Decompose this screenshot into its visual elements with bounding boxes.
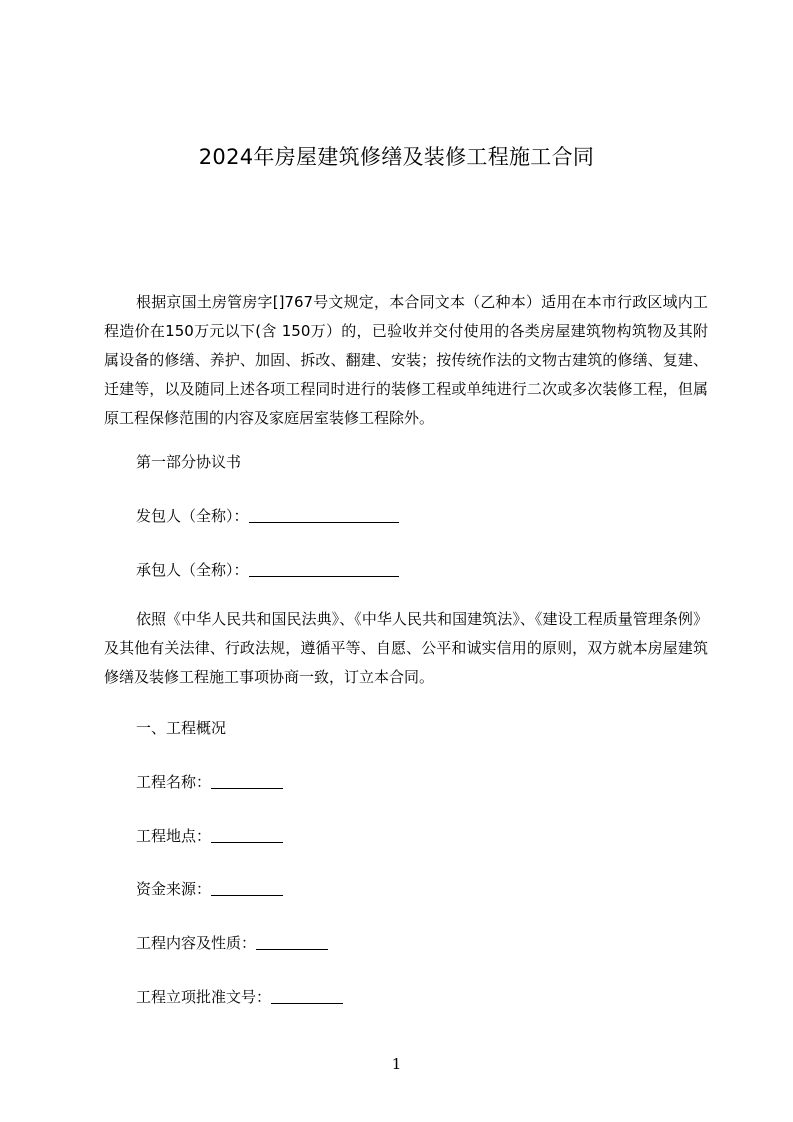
project-location-blank[interactable]: [211, 827, 283, 843]
project-location-label: 工程地点：: [136, 827, 212, 845]
section-one-heading: 一、工程概况: [136, 719, 227, 737]
employer-blank[interactable]: [249, 507, 399, 523]
project-name-blank[interactable]: [211, 773, 283, 789]
page-number: 1: [391, 1055, 402, 1073]
basis-paragraph: 依照《中华人民共和国民法典》、《中华人民共和国建筑法》、《建设工程质量管理条例》及其他有关法律、行政法规，遵循平等、自愿、公平和诚实信用的原则，双方就本房屋建筑修缮及装修工程施工事项协商一致，订立本合同。: [104, 610, 708, 686]
part-one-heading: 第一部分协议书: [136, 453, 242, 471]
contractor-blank[interactable]: [249, 561, 399, 577]
project-location-field: [136, 825, 283, 847]
fund-source-field: [136, 878, 283, 900]
fund-source-blank[interactable]: [211, 880, 283, 896]
fund-source-label: 资金来源：: [136, 880, 212, 898]
content-nature-label: 工程内容及性质：: [136, 934, 257, 952]
contractor-label: 承包人（全称）：: [136, 561, 249, 579]
document-title: 2024年房屋建筑修缮及装修工程施工合同: [198, 145, 595, 169]
approval-number-blank[interactable]: [271, 988, 343, 1004]
contractor-field: [136, 559, 399, 581]
content-nature-field: [136, 932, 328, 954]
intro-paragraph: 根据京国土房管房字[]767号文规定，本合同文本（乙种本）适用在本市行政区域内工程造价在150万元以下(含 150万）的，已验收并交付使用的各类房屋建筑物构筑物及其附属设备的修缮、养护、加固、拆改、翻建、安装；按传统作法的文物古建筑的修缮、复建、迁建等，以及随同上述各项工程同时进行的装修工程或单纯进行二次或多次装修工程，但属原工程保修范围的内容及家庭居室装修工程除外。: [104, 293, 708, 427]
employer-label: 发包人（全称）：: [136, 507, 249, 525]
employer-field: [136, 505, 399, 527]
project-name-label: 工程名称：: [136, 773, 212, 791]
approval-number-field: [136, 986, 343, 1008]
project-name-field: [136, 771, 283, 793]
content-nature-blank[interactable]: [256, 934, 328, 950]
approval-number-label: 工程立项批准文号：: [136, 988, 272, 1006]
